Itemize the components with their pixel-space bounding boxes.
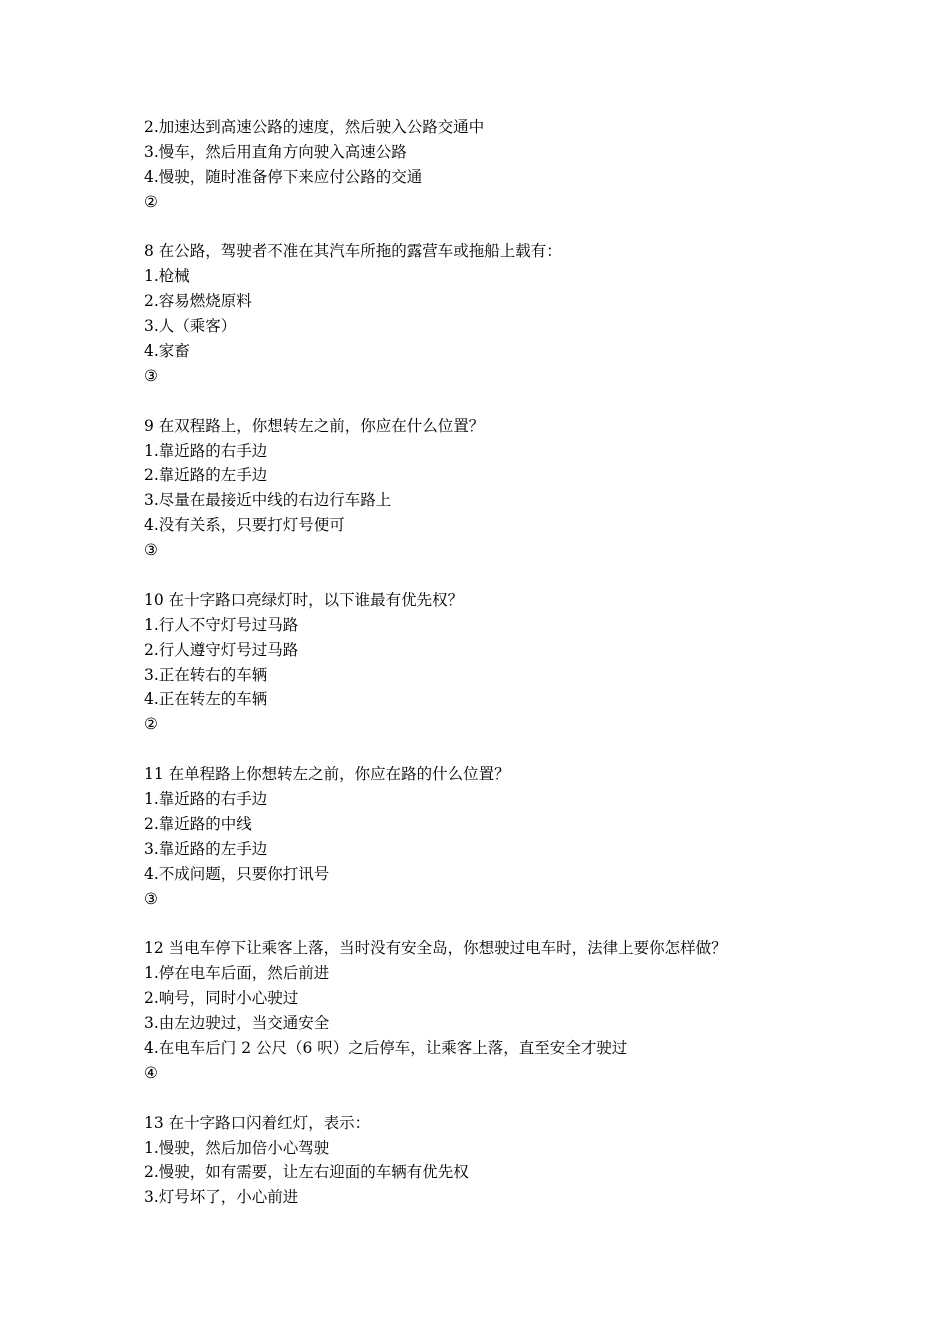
option-line: 2.行人遵守灯号过马路: [144, 640, 299, 659]
option-line: 3.靠近路的左手边: [144, 839, 268, 858]
answer-line: ③: [144, 889, 158, 908]
spacer: [144, 1086, 844, 1111]
option-line: 2.加速达到高速公路的速度，然后驶入公路交通中: [144, 118, 485, 136]
option-line: 1.靠近路的右手边: [144, 790, 268, 809]
option-line: 3.慢车，然后用直角方向驶入高速公路: [144, 142, 407, 161]
option-line: 2.靠近路的中线: [144, 814, 252, 833]
answer-line: ②: [144, 192, 158, 211]
option-line: 1.枪械: [144, 267, 190, 286]
spacer: [144, 389, 844, 414]
answer-line: ④: [144, 1063, 158, 1082]
option-line: 2.容易燃烧原料: [144, 292, 252, 311]
option-line: 4.在电车后门 2 公尺（6 呎）之后停车，让乘客上落，直至安全才驶过: [144, 1038, 628, 1057]
option-line: 2.慢驶，如有需要，让左右迎面的车辆有优先权: [144, 1163, 469, 1182]
option-line: 3.由左边驶过，当交通安全: [144, 1014, 330, 1033]
option-line: 3.正在转右的车辆: [144, 665, 268, 684]
option-line: 1.慢驶，然后加倍小心驾驶: [144, 1138, 330, 1157]
option-line: 4.不成问题，只要你打讯号: [144, 864, 330, 883]
answer-line: ③: [144, 541, 158, 560]
option-line: 3.人（乘客）: [144, 317, 237, 336]
answer-line: ②: [144, 715, 158, 734]
question-title: 13 在十字路口闪着红灯，表示：: [144, 1113, 371, 1132]
option-line: 1.停在电车后面，然后前进: [144, 964, 330, 983]
question-title: 8 在公路，驾驶者不准在其汽车所拖的露营车或拖船上载有：: [144, 242, 562, 261]
option-line: 3.尽量在最接近中线的右边行车路上: [144, 491, 392, 510]
option-line: 2.响号，同时小心驶过: [144, 989, 299, 1008]
option-line: 2.靠近路的左手边: [144, 466, 268, 485]
option-line: 4.慢驶，随时准备停下来应付公路的交通: [144, 167, 423, 186]
question-title: 11 在单程路上你想转左之前，你应在路的什么位置？: [144, 765, 510, 784]
spacer: [144, 912, 844, 937]
question-title: 12 当电车停下让乘客上落，当时没有安全岛，你想驶过电车时，法律上要你怎样做？: [144, 939, 727, 958]
option-line: 4.正在转左的车辆: [144, 690, 268, 709]
option-line: 1.靠近路的右手边: [144, 441, 268, 460]
document-body: [144, 115, 844, 1210]
option-line: 3.灯号坏了，小心前进: [144, 1188, 299, 1207]
spacer: [144, 737, 844, 762]
question-title: 9 在双程路上，你想转左之前，你应在什么位置？: [144, 416, 485, 435]
option-line: 4.家畜: [144, 342, 190, 361]
spacer: [144, 215, 844, 240]
question-title: 10 在十字路口亮绿灯时，以下谁最有优先权？: [144, 590, 464, 609]
answer-line: ③: [144, 366, 158, 385]
spacer: [144, 563, 844, 588]
option-line: 1.行人不守灯号过马路: [144, 615, 299, 634]
option-line: 4.没有关系，只要打灯号便可: [144, 516, 345, 535]
